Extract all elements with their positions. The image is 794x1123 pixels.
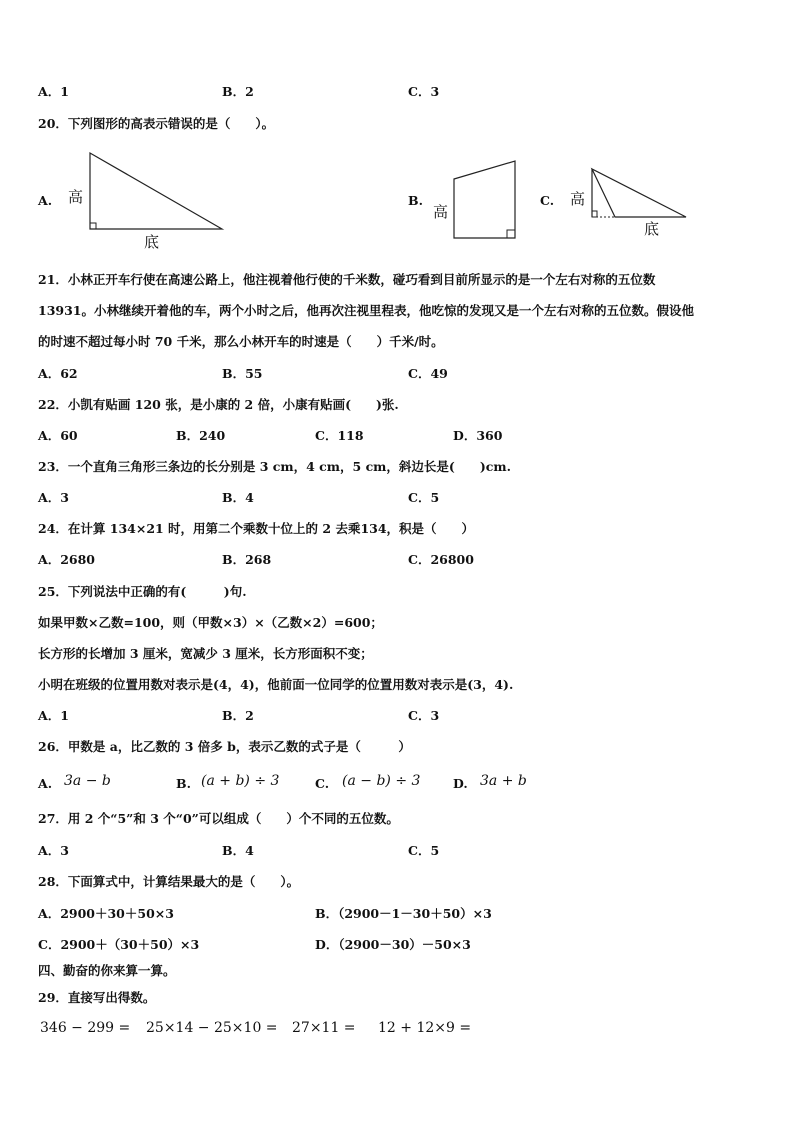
q20-c-base-label: 底 <box>644 220 660 238</box>
q19-option-b[interactable]: B．2 <box>222 84 254 99</box>
q26-option-a-label[interactable]: A. <box>38 776 53 791</box>
q20-option-b-label[interactable]: B. <box>408 193 423 208</box>
q25-statement-3: 小明在班级的位置用数对表示是(4，4)，他前面一位同学的位置用数对表示是(3，4). <box>38 677 514 692</box>
q21-option-b[interactable]: B．55 <box>222 366 263 381</box>
q26-option-d-expr: 3a + b <box>480 773 527 789</box>
q28-option-d[interactable]: D．（2900－30）－50×3 <box>315 937 471 952</box>
q19-option-a[interactable]: A．1 <box>38 84 69 99</box>
q25-statement-2: 长方形的长增加 3 厘米，宽减少 3 厘米，长方形面积不变； <box>38 646 373 661</box>
q29-stem: 29．直接写出得数。 <box>38 990 156 1005</box>
section-4-heading: 四、勤奋的你来算一算。 <box>38 963 176 978</box>
q21-line-3: 的时速不超过每小时 70 千米，那么小林开车的时速是（ ）千米/时。 <box>38 334 444 349</box>
q20-option-a-label[interactable]: A. <box>38 193 53 208</box>
q22-option-b[interactable]: B．240 <box>176 428 226 443</box>
q25-option-a[interactable]: A．1 <box>38 708 69 723</box>
q21-option-a[interactable]: A．62 <box>38 366 78 381</box>
q27-option-c[interactable]: C．5 <box>408 843 440 858</box>
q28-option-a[interactable]: A．2900＋30＋50×3 <box>38 906 174 921</box>
q26-option-d-label[interactable]: D. <box>453 776 468 791</box>
q25-statement-1: 如果甲数×乙数=100，则（甲数×3）×（乙数×2）=600； <box>38 615 383 630</box>
q20-figure-b <box>425 158 525 243</box>
q19-option-c[interactable]: C．3 <box>408 84 440 99</box>
q20-b-height-label: 高 <box>433 203 449 221</box>
q20-figure-a <box>60 150 230 250</box>
q26-option-b-expr: (a + b) ÷ 3 <box>201 773 280 789</box>
q26-option-c-expr: (a − b) ÷ 3 <box>342 773 421 789</box>
q24-option-a[interactable]: A．2680 <box>38 552 95 567</box>
q26-option-a-expr: 3a − b <box>64 773 111 789</box>
q28-stem: 28．下面算式中，计算结果最大的是（ ）。 <box>38 874 300 889</box>
q29-item-3: 27×11 = <box>292 1020 356 1036</box>
q24-stem: 24．在计算 134×21 时，用第二个乘数十位上的 2 去乘134，积是（ ） <box>38 521 475 536</box>
q22-option-a[interactable]: A．60 <box>38 428 78 443</box>
q20-a-base-label: 底 <box>144 233 160 251</box>
q26-stem: 26．甲数是 a，比乙数的 3 倍多 b，表示乙数的式子是（ ） <box>38 739 411 754</box>
q29-item-1: 346 − 299 = <box>40 1020 131 1036</box>
q21-line-1: 21．小林正开车行使在高速公路上，他注视着他行使的千米数，碰巧看到目前所显示的是一个左右对称的五位数 <box>38 272 656 287</box>
q24-option-b[interactable]: B．268 <box>222 552 272 567</box>
q27-option-b[interactable]: B．4 <box>222 843 254 858</box>
q21-option-c[interactable]: C．49 <box>408 366 448 381</box>
q25-option-c[interactable]: C．3 <box>408 708 440 723</box>
q28-option-b[interactable]: B．（2900－1－30＋50）×3 <box>315 906 492 921</box>
q25-stem: 25．下列说法中正确的有( )句. <box>38 584 247 599</box>
q27-option-a[interactable]: A．3 <box>38 843 69 858</box>
q22-option-c[interactable]: C．118 <box>315 428 364 443</box>
q23-stem: 23．一个直角三角形三条边的长分别是 3 cm，4 cm，5 cm，斜边长是( )cm. <box>38 459 511 474</box>
q20-figure-c <box>568 165 693 240</box>
q26-option-b-label[interactable]: B. <box>176 776 191 791</box>
q26-option-c-label[interactable]: C. <box>315 776 330 791</box>
q22-option-d[interactable]: D．360 <box>453 428 503 443</box>
q20-stem: 20．下列图形的高表示错误的是（ ）。 <box>38 116 275 131</box>
q20-c-height-label: 高 <box>570 190 586 208</box>
q20-a-height-label: 高 <box>68 188 84 206</box>
q24-option-c[interactable]: C．26800 <box>408 552 474 567</box>
q29-item-2: 25×14 − 25×10 = <box>146 1020 278 1036</box>
q23-option-a[interactable]: A．3 <box>38 490 69 505</box>
q23-option-b[interactable]: B．4 <box>222 490 254 505</box>
q28-option-c[interactable]: C．2900＋（30＋50）×3 <box>38 937 200 952</box>
q29-item-4: 12 + 12×9 = <box>378 1020 472 1036</box>
q22-stem: 22．小凯有贴画 120 张，是小康的 2 倍，小康有贴画( )张. <box>38 397 399 412</box>
q27-stem: 27．用 2 个“5”和 3 个“0”可以组成（ ）个不同的五位数。 <box>38 811 399 826</box>
q23-option-c[interactable]: C．5 <box>408 490 440 505</box>
q25-option-b[interactable]: B．2 <box>222 708 254 723</box>
q20-option-c-label[interactable]: C. <box>540 193 555 208</box>
q21-line-2: 13931。小林继续开着他的车，两个小时之后，他再次注视里程表，他吃惊的发现又是一个左右对称的五位数。假设他 <box>38 303 694 318</box>
